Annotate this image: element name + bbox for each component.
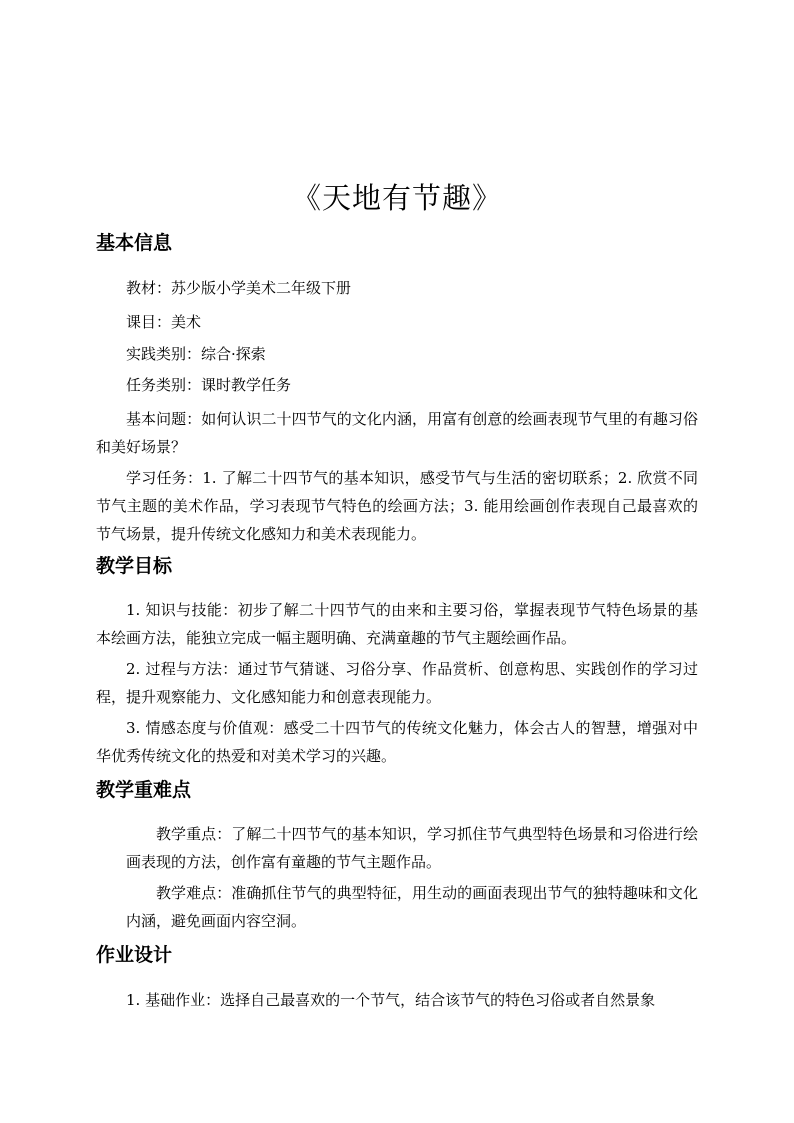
objective-item-2: 2. 过程与方法：通过节气猜谜、习俗分享、作品赏析、创意构思、实践创作的学习过程，提升观察能力、文化感知能力和创意表现能力。	[96, 660, 698, 706]
learning-tasks-paragraph: 学习任务：1. 了解二十四节气的基本知识，感受节气与生活的密切联系；2. 欣赏不同节气主题的美术作品，学习表现节气特色的绘画方法；3. 能用绘画创作表现自己最喜欢的节气场景，提升传统文化感知力和美术表现能力。	[96, 469, 698, 543]
heading-homework: 作业设计	[96, 944, 173, 966]
subject-line: 课目：美术	[126, 313, 202, 331]
heading-key-points: 教学重难点	[96, 779, 192, 801]
document-title: 《天地有节趣》	[291, 181, 502, 215]
basic-question-paragraph: 基本问题：如何认识二十四节气的文化内涵，用富有创意的绘画表现节气里的有趣习俗和美好场景？	[96, 410, 698, 456]
objective-item-1: 1. 知识与技能：初步了解二十四节气的由来和主要习俗，掌握表现节气特色场景的基本绘画方法，能独立完成一幅主题明确、充满童趣的节气主题绘画作品。	[96, 601, 698, 647]
teaching-difficulty-paragraph: 教学难点：准确抓住节气的典型特征，用生动的画面表现出节气的独特趣味和文化内涵，避免画面内容空洞。	[126, 884, 698, 930]
homework-basic-paragraph: 1. 基础作业：选择自己最喜欢的一个节气，结合该节气的特色习俗或者自然景象	[126, 991, 656, 1009]
teaching-focus-paragraph: 教学重点：了解二十四节气的基本知识，学习抓住节气典型特色场景和习俗进行绘画表现的方法，创作富有童趣的节气主题作品。	[126, 825, 698, 871]
practice-type-line: 实践类别：综合·探索	[126, 345, 266, 363]
task-type-line: 任务类别：课时教学任务	[126, 376, 292, 394]
textbook-line: 教材：苏少版小学美术二年级下册	[126, 279, 352, 297]
objective-item-3: 3. 情感态度与价值观：感受二十四节气的传统文化魅力，体会古人的智慧，增强对中华优秀传统文化的热爱和对美术学习的兴趣。	[96, 719, 698, 765]
heading-basic-info: 基本信息	[96, 232, 173, 254]
heading-objectives: 教学目标	[96, 555, 173, 577]
